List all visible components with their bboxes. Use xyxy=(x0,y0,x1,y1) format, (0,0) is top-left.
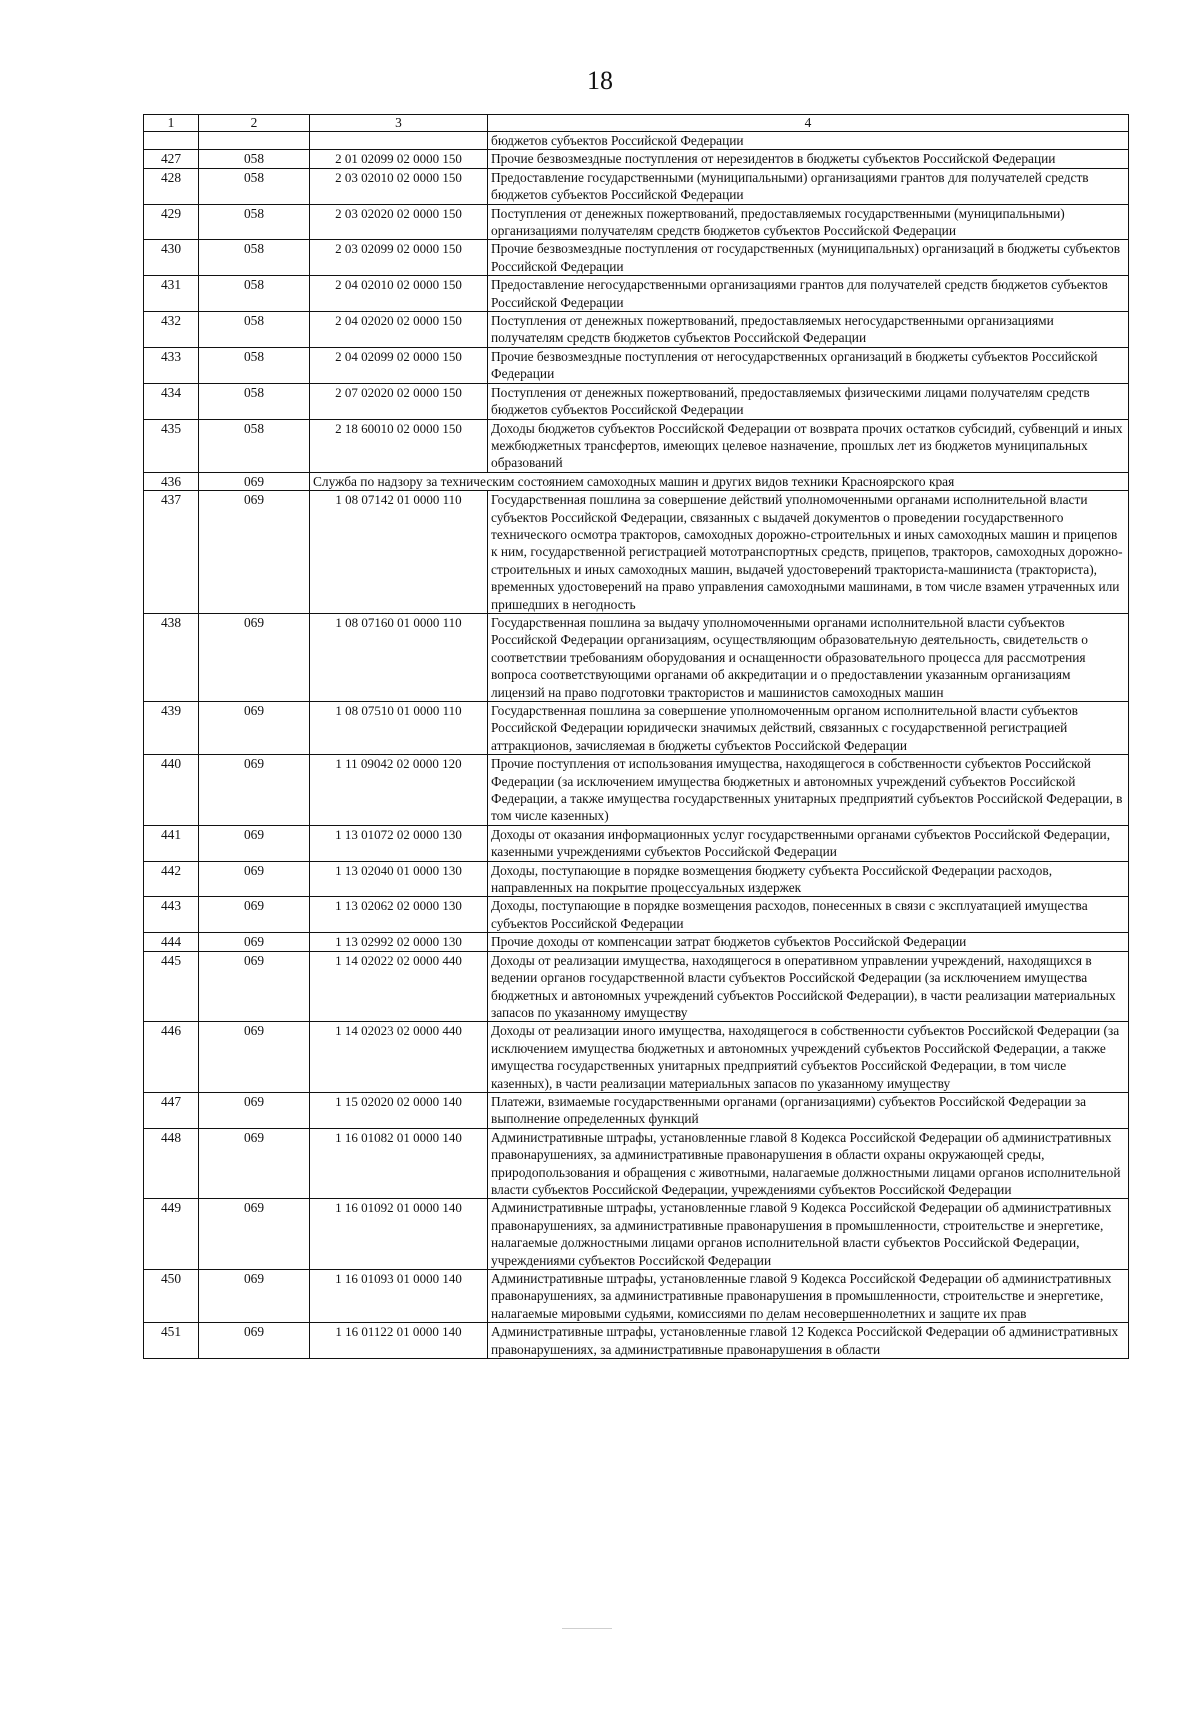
revenue-description: Доходы бюджетов субъектов Российской Федерации от возврата прочих остатков субсидий, субвенций и иных межбюджетных трансфертов, имеющих целевое назначение, прошлых лет из бюджетов муниципальных образований xyxy=(488,419,1129,472)
revenue-description: Государственная пошлина за выдачу уполномоченными органами исполнительной власти субъектов Российской Федерации организациям, осуществляющим образовательную деятельность, свидетельств о соответствии требованиям оборудования и оснащенности образовательного процесса для рассмотрения вопроса соответствующими органами об аккредитации и о предоставлении указанным организациям лицензий на право подготовки трактористов и машинистов самоходных машин xyxy=(488,613,1129,701)
admin-code: 069 xyxy=(199,491,310,614)
row-number: 438 xyxy=(144,613,199,701)
revenue-description: Прочие безвозмездные поступления от негосударственных организаций в бюджеты субъектов Российской Федерации xyxy=(488,347,1129,383)
revenue-description: Административные штрафы, установленные главой 9 Кодекса Российской Федерации об административных правонарушениях, за административные правонарушения в промышленности, строительстве и энергетике, налагаемые должностными лицами органов исполнительной власти субъектов Российской Федерации, учреждениями субъектов Российской Федерации xyxy=(488,1199,1129,1270)
revenue-description: Прочие поступления от использования имущества, находящегося в собственности субъектов Российской Федерации (за исключением имущества бюджетных и автономных учреждений субъектов Российской Федерации, а также имущества государственных унитарных предприятий субъектов Российской Федерации, в том числе казенных) xyxy=(488,755,1129,826)
budget-classification-code: 1 13 01072 02 0000 130 xyxy=(310,825,488,861)
row-number: 428 xyxy=(144,168,199,204)
row-number: 439 xyxy=(144,702,199,755)
budget-classification-code: 1 13 02992 02 0000 130 xyxy=(310,933,488,951)
budget-classification-code: 1 11 09042 02 0000 120 xyxy=(310,755,488,826)
row-number: 443 xyxy=(144,897,199,933)
budget-classification-code: 1 08 07510 01 0000 110 xyxy=(310,702,488,755)
budget-classification-code: 2 04 02020 02 0000 150 xyxy=(310,312,488,348)
admin-code: 058 xyxy=(199,240,310,276)
header-col-2: 2 xyxy=(199,115,310,132)
row-number: 441 xyxy=(144,825,199,861)
budget-classification-code: 1 16 01082 01 0000 140 xyxy=(310,1128,488,1199)
scan-fold-mark xyxy=(562,1628,612,1629)
revenue-description: Платежи, взимаемые государственными органами (организациями) субъектов Российской Федерации за выполнение определенных функций xyxy=(488,1092,1129,1128)
table-row xyxy=(144,276,1129,312)
row-number: 434 xyxy=(144,383,199,419)
table-row xyxy=(144,1270,1129,1323)
admin-code: 058 xyxy=(199,347,310,383)
row-number: 433 xyxy=(144,347,199,383)
budget-classification-code: 2 04 02010 02 0000 150 xyxy=(310,276,488,312)
row-number: 430 xyxy=(144,240,199,276)
row-number: 450 xyxy=(144,1270,199,1323)
page-number: 18 xyxy=(587,66,613,95)
table-row xyxy=(144,702,1129,755)
admin-code: 069 xyxy=(199,702,310,755)
revenue-description: Доходы от оказания информационных услуг государственными органами субъектов Российской Федерации, казенными учреждениями субъектов Российской Федерации xyxy=(488,825,1129,861)
table-row xyxy=(144,755,1129,826)
budget-classification-code: 2 03 02020 02 0000 150 xyxy=(310,204,488,240)
table-row xyxy=(144,1092,1129,1128)
table-row xyxy=(144,419,1129,472)
agency-name: Служба по надзору за техническим состоянием самоходных машин и других видов техники Красноярского края xyxy=(310,472,1129,490)
table-row xyxy=(144,1323,1129,1359)
admin-code: 069 xyxy=(199,951,310,1022)
table-row xyxy=(144,897,1129,933)
budget-classification-code: 1 14 02022 02 0000 440 xyxy=(310,951,488,1022)
revenue-description: Доходы, поступающие в порядке возмещения расходов, понесенных в связи с эксплуатацией имущества субъектов Российской Федерации xyxy=(488,897,1129,933)
budget-classification-code: 1 13 02040 01 0000 130 xyxy=(310,861,488,897)
budget-classification-code: 2 07 02020 02 0000 150 xyxy=(310,383,488,419)
table-row xyxy=(144,1199,1129,1270)
table-row xyxy=(144,613,1129,701)
table-row xyxy=(144,168,1129,204)
budget-classification-code: 1 16 01092 01 0000 140 xyxy=(310,1199,488,1270)
row-number: 437 xyxy=(144,491,199,614)
table-row xyxy=(144,951,1129,1022)
table-row xyxy=(144,472,1129,490)
budget-classification-code: 2 01 02099 02 0000 150 xyxy=(310,150,488,168)
header-col-3: 3 xyxy=(310,115,488,132)
table-row xyxy=(144,347,1129,383)
table-row xyxy=(144,312,1129,348)
admin-code: 069 xyxy=(199,755,310,826)
revenue-description: Государственная пошлина за совершение уполномоченным органом исполнительной власти субъектов Российской Федерации юридически значимых действий, связанных с государственной регистрацией аттракционов, зачисляемая в бюджеты субъектов Российской Федерации xyxy=(488,702,1129,755)
budget-classification-code: 1 08 07142 01 0000 110 xyxy=(310,491,488,614)
row-number: 449 xyxy=(144,1199,199,1270)
row-number: 427 xyxy=(144,150,199,168)
revenue-description: Прочие безвозмездные поступления от нерезидентов в бюджеты субъектов Российской Федерации xyxy=(488,150,1129,168)
admin-code: 058 xyxy=(199,383,310,419)
budget-classification-code: 1 16 01093 01 0000 140 xyxy=(310,1270,488,1323)
admin-code: 069 xyxy=(199,1022,310,1093)
admin-code: 069 xyxy=(199,897,310,933)
revenue-description: Прочие безвозмездные поступления от государственных (муниципальных) организаций в бюджеты субъектов Российской Федерации xyxy=(488,240,1129,276)
admin-code: 069 xyxy=(199,613,310,701)
admin-code: 069 xyxy=(199,861,310,897)
row-number: 444 xyxy=(144,933,199,951)
table-row xyxy=(144,204,1129,240)
table-row xyxy=(144,491,1129,614)
revenue-description: Доходы от реализации иного имущества, находящегося в собственности субъектов Российской Федерации (за исключением имущества бюджетных и автономных учреждений субъектов Российской Федерации, а также имущества государственных унитарных предприятий субъектов Российской Федерации, в том числе казенных), в части реализации материальных запасов по указанному имуществу xyxy=(488,1022,1129,1093)
revenue-description: Поступления от денежных пожертвований, предоставляемых государственными (муниципальными) организациями получателям средств бюджетов субъектов Российской Федерации xyxy=(488,204,1129,240)
row-number: 446 xyxy=(144,1022,199,1093)
admin-code: 069 xyxy=(199,933,310,951)
budget-classification-code: 2 04 02099 02 0000 150 xyxy=(310,347,488,383)
budget-classification-code: 1 08 07160 01 0000 110 xyxy=(310,613,488,701)
header-col-1: 1 xyxy=(144,115,199,132)
admin-code: 069 xyxy=(199,1270,310,1323)
table-row xyxy=(144,150,1129,168)
revenue-description: Поступления от денежных пожертвований, предоставляемых физическими лицами получателям средств бюджетов субъектов Российской Федерации xyxy=(488,383,1129,419)
admin-code: 058 xyxy=(199,168,310,204)
revenue-description: Доходы, поступающие в порядке возмещения бюджету субъекта Российской Федерации расходов, направленных на покрытие процессуальных издержек xyxy=(488,861,1129,897)
revenue-description: Предоставление государственными (муниципальными) организациями грантов для получателей средств бюджетов субъектов Российской Федерации xyxy=(488,168,1129,204)
row-number: 445 xyxy=(144,951,199,1022)
table-row xyxy=(144,861,1129,897)
admin-code: 058 xyxy=(199,419,310,472)
table-row xyxy=(144,383,1129,419)
revenue-description: Административные штрафы, установленные главой 8 Кодекса Российской Федерации об административных правонарушениях, за административные правонарушения в области охраны окружающей среды, природопользования и обращения с животными, налагаемые должностными лицами органов исполнительной власти субъектов Российской Федерации, учреждениями субъектов Российской Федерации xyxy=(488,1128,1129,1199)
revenue-codes-table xyxy=(143,114,1129,1359)
revenue-description: Доходы от реализации имущества, находящегося в оперативном управлении учреждений, находящихся в ведении органов государственной власти субъектов Российской Федерации (за исключением имущества бюджетных и автономных учреждений субъектов Российской Федерации), в части реализации материальных запасов по указанному имуществу xyxy=(488,951,1129,1022)
budget-classification-code: 2 03 02010 02 0000 150 xyxy=(310,168,488,204)
row-number: 442 xyxy=(144,861,199,897)
revenue-description: Административные штрафы, установленные главой 12 Кодекса Российской Федерации об административных правонарушениях, за административные правонарушения в области xyxy=(488,1323,1129,1359)
admin-code: 069 xyxy=(199,472,310,490)
row-number: 448 xyxy=(144,1128,199,1199)
budget-classification-code: 1 15 02020 02 0000 140 xyxy=(310,1092,488,1128)
row-number: 435 xyxy=(144,419,199,472)
budget-classification-code: 2 03 02099 02 0000 150 xyxy=(310,240,488,276)
admin-code: 069 xyxy=(199,1128,310,1199)
row-number: 447 xyxy=(144,1092,199,1128)
revenue-description: Государственная пошлина за совершение действий уполномоченными органами исполнительной власти субъектов Российской Федерации, связанных с выдачей документов о проведении государственного технического осмотра тракторов, самоходных дорожно-строительных и иных самоходных машин и прицепов к ним, государственной регистрацией мототранспортных средств, прицепов, тракторов, самоходных дорожно-строительных и иных самоходных машин, выдачей удостоверений тракториста-машиниста (тракториста), временных удостоверений на право управления самоходными машинами, в том числе взамен утраченных или пришедших в негодность xyxy=(488,491,1129,614)
revenue-description: Административные штрафы, установленные главой 9 Кодекса Российской Федерации об административных правонарушениях, за административные правонарушения в промышленности, строительстве и энергетике, налагаемые мировыми судьями, комиссиями по делам несовершеннолетних и защите их прав xyxy=(488,1270,1129,1323)
table-row xyxy=(144,933,1129,951)
continuation-text: бюджетов субъектов Российской Федерации xyxy=(488,132,1129,150)
table-row xyxy=(144,1128,1129,1199)
row-number: 429 xyxy=(144,204,199,240)
admin-code: 058 xyxy=(199,204,310,240)
admin-code: 069 xyxy=(199,825,310,861)
table-row xyxy=(144,1022,1129,1093)
admin-code: 058 xyxy=(199,276,310,312)
admin-code: 069 xyxy=(199,1199,310,1270)
row-number: 432 xyxy=(144,312,199,348)
revenue-description: Поступления от денежных пожертвований, предоставляемых негосударственными организациями получателям средств бюджетов субъектов Российской Федерации xyxy=(488,312,1129,348)
revenue-description: Предоставление негосударственными организациями грантов для получателей средств бюджетов субъектов Российской Федерации xyxy=(488,276,1129,312)
admin-code: 058 xyxy=(199,150,310,168)
row-number: 436 xyxy=(144,472,199,490)
budget-classification-code: 2 18 60010 02 0000 150 xyxy=(310,419,488,472)
row-number: 440 xyxy=(144,755,199,826)
budget-classification-code: 1 16 01122 01 0000 140 xyxy=(310,1323,488,1359)
admin-code: 069 xyxy=(199,1323,310,1359)
row-number: 451 xyxy=(144,1323,199,1359)
budget-classification-code: 1 13 02062 02 0000 130 xyxy=(310,897,488,933)
revenue-description: Прочие доходы от компенсации затрат бюджетов субъектов Российской Федерации xyxy=(488,933,1129,951)
continuation-row xyxy=(144,132,1129,150)
row-number: 431 xyxy=(144,276,199,312)
table-header-row xyxy=(144,115,1129,132)
header-col-4: 4 xyxy=(488,115,1129,132)
table-row xyxy=(144,240,1129,276)
admin-code: 069 xyxy=(199,1092,310,1128)
table-row xyxy=(144,825,1129,861)
budget-classification-code: 1 14 02023 02 0000 440 xyxy=(310,1022,488,1093)
admin-code: 058 xyxy=(199,312,310,348)
